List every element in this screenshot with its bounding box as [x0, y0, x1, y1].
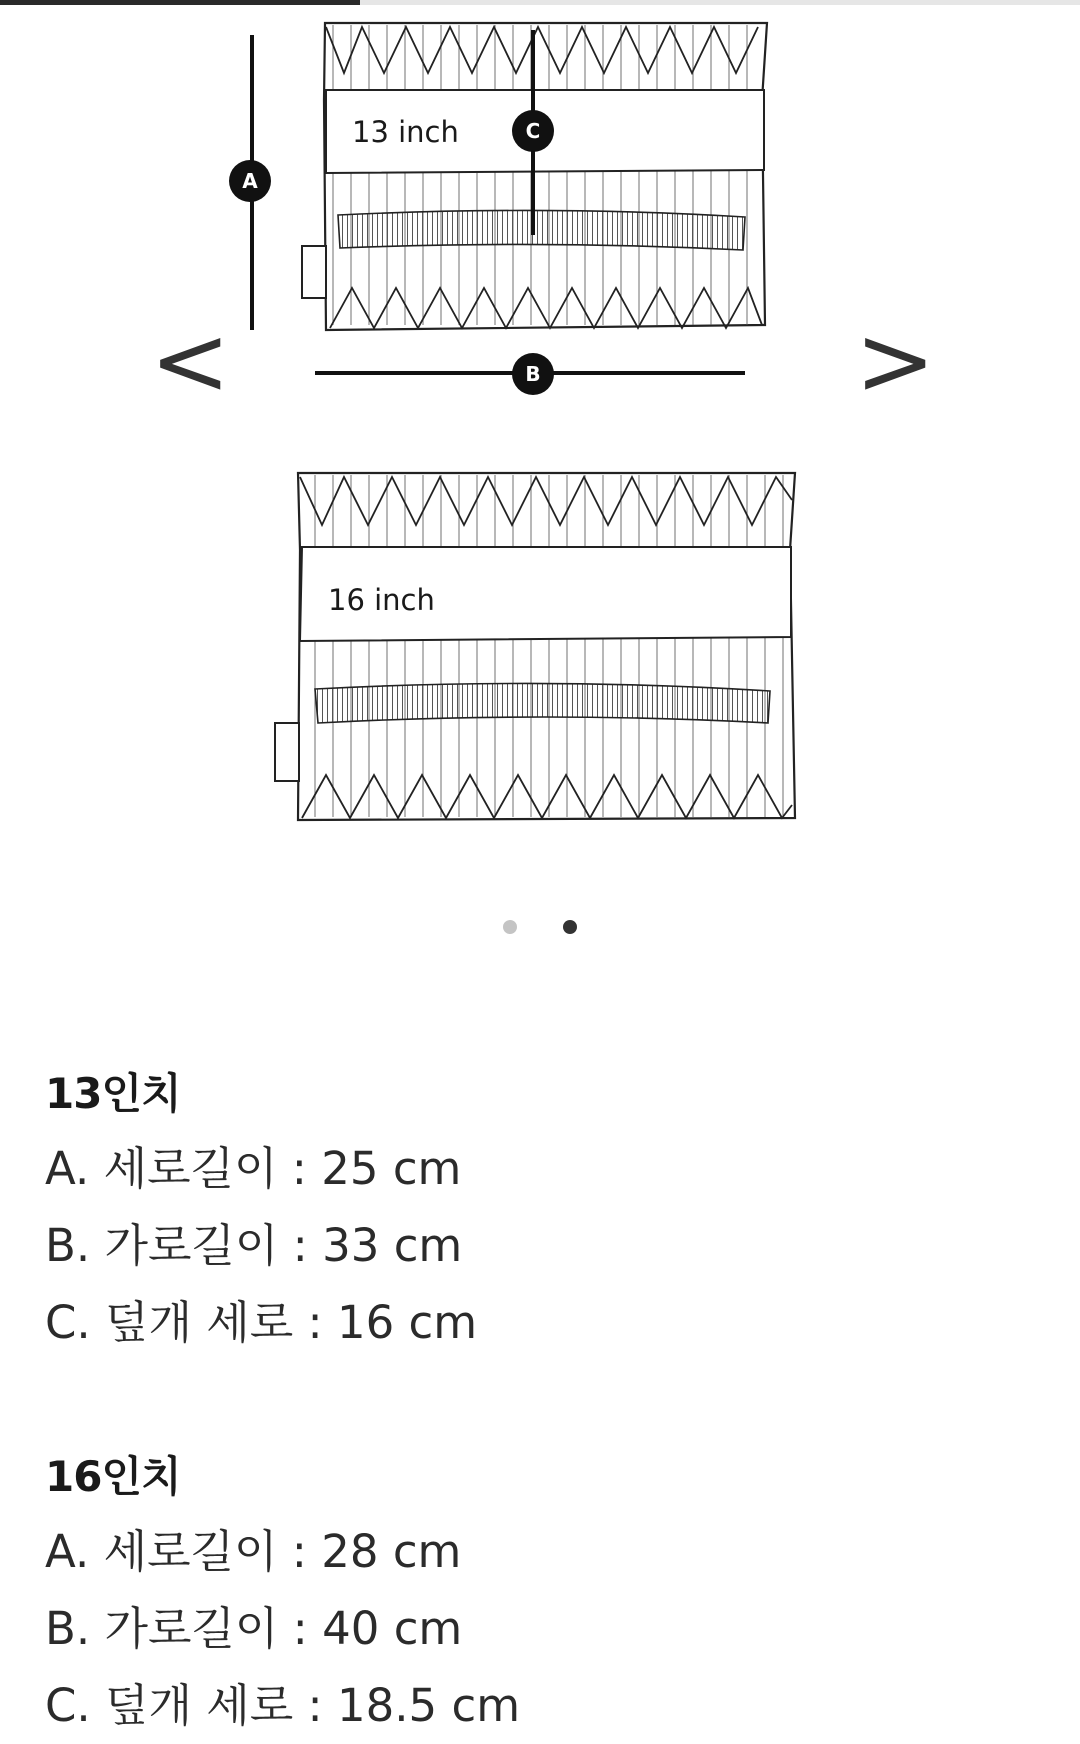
product-image-carousel[interactable] [0, 5, 1080, 905]
spec-13-title: 13인치 [45, 1069, 181, 1118]
svg-text:A: A [242, 169, 258, 193]
spec-16-c: C. 덮개 세로 : 18.5 cm [45, 1679, 521, 1732]
spec-13-inch [45, 1066, 477, 1361]
marker-c [512, 110, 554, 152]
marker-a [229, 160, 271, 202]
svg-text:B: B [525, 362, 541, 386]
sleeve-13-label: 13 inch [352, 115, 459, 149]
sleeve-16-drawing [275, 473, 795, 820]
carousel-dot-2-active[interactable] [563, 920, 577, 934]
spec-13-c: C. 덮개 세로 : 16 cm [45, 1296, 478, 1349]
spec-16-inch [45, 1449, 520, 1744]
spec-13-a: A. 세로길이 : 25 cm [45, 1142, 462, 1195]
spec-13-b: B. 가로길이 : 33 cm [45, 1219, 463, 1272]
marker-b [512, 353, 554, 395]
carousel-next-button[interactable]: > [855, 305, 936, 417]
carousel-dot-1[interactable] [503, 920, 517, 934]
svg-text:C: C [525, 119, 541, 143]
spec-16-a: A. 세로길이 : 28 cm [45, 1525, 462, 1578]
spec-16-b: B. 가로길이 : 40 cm [45, 1602, 463, 1655]
size-diagram-image [0, 5, 1080, 905]
carousel-prev-button[interactable]: < [150, 305, 231, 417]
spec-16-title: 16인치 [45, 1452, 181, 1501]
sleeve-16-label: 16 inch [328, 583, 435, 617]
